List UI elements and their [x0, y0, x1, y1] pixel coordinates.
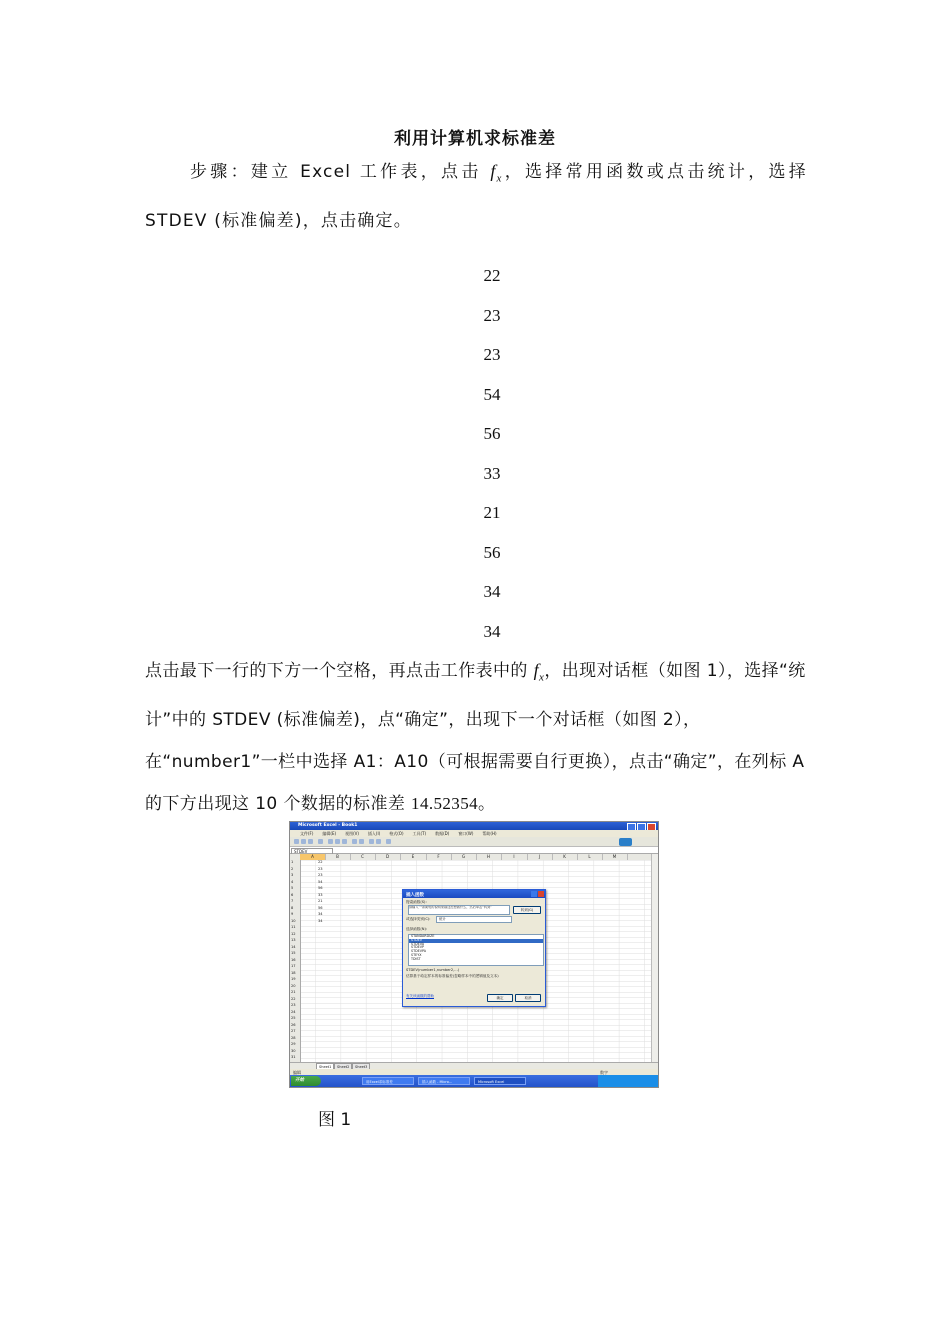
- row-header[interactable]: 13: [291, 938, 296, 942]
- menu-window[interactable]: 窗口(W): [458, 830, 474, 836]
- close-icon[interactable]: [538, 891, 544, 897]
- instruction-text-b: ，出现对话框（如图 1），选择“统计”中的 STDEV (标准偏差)，点“确定”，出现下一个对话框（如图 2），在“number1”一栏中选择 A1：A10（可根据需要自行更换），点击“确定”，在列标 A 的下方出现这 10 个数据的标准差: [145, 661, 806, 814]
- search-label: 搜索函数(S):: [406, 900, 427, 904]
- row-header[interactable]: 8: [291, 905, 294, 910]
- column-header[interactable]: A: [300, 854, 326, 860]
- column-header[interactable]: D: [375, 854, 401, 860]
- row-header[interactable]: 12: [291, 931, 296, 936]
- cut-icon[interactable]: [328, 839, 333, 844]
- row-header[interactable]: 2: [291, 866, 294, 871]
- excel-screenshot: [289, 821, 659, 1088]
- sheet-tab-3[interactable]: Sheet3: [352, 1063, 370, 1071]
- number-7: 21: [483, 503, 501, 522]
- window-title: Microsoft Excel - Book1: [298, 823, 358, 828]
- column-header[interactable]: I: [501, 854, 528, 860]
- row-header[interactable]: 17: [291, 964, 296, 968]
- row-header[interactable]: 6: [291, 892, 294, 897]
- cell-a10[interactable]: 34: [318, 918, 323, 923]
- taskbar-item[interactable]: Microsoft Excel: [474, 1077, 526, 1085]
- row-header[interactable]: 24: [291, 1009, 296, 1014]
- sort-icon[interactable]: [376, 839, 381, 844]
- system-tray: [598, 1075, 658, 1087]
- fx-symbol: $f_x$: [490, 161, 503, 185]
- row-header[interactable]: 1: [291, 860, 294, 864]
- instruction-text-a: 点击最下一行的下方一个空格，再点击工作表中的: [145, 661, 534, 681]
- excel-titlebar: [290, 822, 658, 830]
- row-header[interactable]: 26: [291, 1022, 296, 1027]
- list-item[interactable]: STDEVA: [411, 941, 425, 946]
- column-header[interactable]: G: [451, 854, 477, 860]
- instruction-paragraph: 点击最下一行的下方一个空格，再点击工作表中的 $f_x$，出现对话框（如图 1），选择“统计”中的 STDEV (标准偏差)，点“确定”，出现下一个对话框（如图 2），在“number1”一栏中选择 A1：A10（可根据需要自行更换），点击“确定”，在列标 A 的下方出现这 10 个数据的标准差 14.52354。: [145, 660, 806, 814]
- column-header[interactable]: H: [476, 854, 502, 860]
- save-icon[interactable]: [308, 839, 313, 844]
- search-input[interactable]: 请输入一条简短的说明来描述您想做什么，然后单击“转到”: [408, 905, 510, 915]
- cell-a9[interactable]: 34: [318, 912, 323, 916]
- paste-icon[interactable]: [342, 839, 347, 844]
- cell-a2[interactable]: 23: [318, 866, 323, 871]
- number-3: 23: [483, 345, 501, 364]
- go-button[interactable]: 转到(G): [513, 906, 541, 914]
- start-button[interactable]: 开始: [291, 1076, 321, 1086]
- number-9: 34: [483, 582, 501, 601]
- number-10: 34: [483, 622, 501, 641]
- row-header[interactable]: 9: [291, 912, 294, 916]
- cancel-button[interactable]: 取消: [515, 994, 541, 1002]
- menu-insert[interactable]: 插入(I): [367, 830, 381, 836]
- row-header[interactable]: 31: [291, 1055, 296, 1059]
- taskbar-item[interactable]: 插入函数 - Micro...: [418, 1077, 470, 1085]
- insert-function-dialog: [402, 889, 546, 1007]
- list-item[interactable]: STDEVP: [411, 945, 424, 950]
- undo-icon[interactable]: [352, 839, 357, 844]
- row-header[interactable]: 19: [291, 977, 296, 981]
- category-label: 或选择类别(C):: [406, 917, 431, 921]
- list-item[interactable]: STEYX: [411, 952, 422, 957]
- row-header[interactable]: 30: [291, 1048, 296, 1053]
- status-format: 数字: [600, 1070, 608, 1075]
- toolbar: [290, 837, 658, 847]
- step-paragraph: [145, 150, 807, 242]
- name-box[interactable]: STDEV: [291, 848, 333, 855]
- column-header[interactable]: B: [325, 854, 351, 860]
- print-icon[interactable]: [318, 839, 323, 844]
- row-header[interactable]: 16: [291, 957, 296, 962]
- number-5: 56: [483, 424, 501, 443]
- dialog-titlebar: [403, 890, 545, 898]
- menu-help[interactable]: 帮助(H): [482, 830, 497, 836]
- menu-data[interactable]: 数据(D): [435, 830, 450, 836]
- menu-edit[interactable]: 编辑(E): [322, 830, 337, 836]
- menu-bar: [290, 830, 658, 837]
- column-header[interactable]: F: [426, 854, 452, 860]
- row-header[interactable]: 28: [291, 1035, 296, 1040]
- column-header[interactable]: C: [350, 854, 376, 860]
- sheet-tab-2[interactable]: Sheet2: [334, 1063, 352, 1071]
- cell-a3[interactable]: 23: [318, 873, 323, 877]
- document-title: 利用计算机求标准差: [394, 129, 556, 149]
- cell-a5[interactable]: 56: [318, 886, 323, 890]
- row-header[interactable]: 20: [291, 983, 296, 988]
- help-link[interactable]: 有关该函数的帮助: [406, 994, 434, 998]
- function-list[interactable]: [408, 934, 544, 966]
- redo-icon[interactable]: [359, 839, 364, 844]
- cell-a6[interactable]: 33: [318, 892, 323, 897]
- row-header[interactable]: 27: [291, 1029, 296, 1033]
- list-item-selected[interactable]: STDEV: [409, 939, 543, 943]
- dialog-title: 插入函数: [406, 892, 424, 898]
- row-headers: [290, 860, 301, 1062]
- result-value: 14.52354: [411, 793, 478, 813]
- sheet-tab-1[interactable]: Sheet1: [316, 1063, 334, 1071]
- copy-icon[interactable]: [335, 839, 340, 844]
- column-header[interactable]: E: [400, 854, 427, 860]
- row-header[interactable]: 11: [291, 925, 296, 929]
- step-text-b: ，选择常用函数或点击统计，选择 STDEV (标准偏差)，点击确定。: [145, 162, 807, 231]
- row-header[interactable]: 23: [291, 1003, 296, 1007]
- chart-icon[interactable]: [386, 839, 391, 844]
- list-item[interactable]: STDEVPA: [411, 949, 427, 954]
- column-header[interactable]: L: [577, 854, 603, 860]
- ok-button[interactable]: 确定: [487, 994, 513, 1002]
- column-header[interactable]: K: [552, 854, 578, 860]
- status-mode: 编辑: [293, 1070, 301, 1075]
- row-header[interactable]: 3: [291, 873, 294, 877]
- step-text-a: 步骤：建立 Excel 工作表，点击: [190, 162, 491, 182]
- number-2: 23: [483, 306, 501, 325]
- function-syntax: STDEV(number1,number2,...): [406, 968, 460, 972]
- row-header[interactable]: 7: [291, 899, 294, 903]
- new-icon[interactable]: [294, 839, 299, 844]
- row-header[interactable]: 29: [291, 1042, 296, 1046]
- row-header[interactable]: 25: [291, 1016, 296, 1020]
- function-description: 估算基于给定样本的标准偏差(忽略样本中的逻辑值及文本): [406, 974, 499, 978]
- category-select[interactable]: 统计: [436, 916, 512, 923]
- row-header[interactable]: 5: [291, 886, 294, 890]
- list-item[interactable]: STANDARDIZE: [411, 934, 435, 938]
- row-header[interactable]: 21: [291, 990, 296, 994]
- column-header[interactable]: M: [602, 854, 628, 860]
- cell-a7[interactable]: 21: [318, 899, 323, 903]
- function-list-label: 选择函数(N):: [406, 927, 428, 931]
- open-icon[interactable]: [301, 839, 306, 844]
- number-4: 54: [483, 385, 501, 404]
- row-header[interactable]: 15: [291, 951, 296, 955]
- taskbar: [290, 1075, 658, 1087]
- taskbar-item[interactable]: 用Excel求标准差: [362, 1077, 414, 1085]
- cell-a8[interactable]: 56: [318, 905, 323, 910]
- number-8: 56: [483, 543, 501, 562]
- row-header[interactable]: 10: [291, 918, 296, 923]
- menu-tools[interactable]: 工具(T): [412, 830, 427, 836]
- number-6: 33: [483, 464, 501, 483]
- cell-a1[interactable]: 22: [318, 860, 323, 864]
- figure-caption: 图 1: [318, 1110, 352, 1130]
- fx-symbol: $f_x$: [533, 660, 545, 684]
- help-icon[interactable]: [531, 891, 537, 897]
- column-header[interactable]: J: [527, 854, 553, 860]
- vertical-scrollbar[interactable]: [651, 854, 658, 1064]
- row-header[interactable]: 14: [291, 944, 296, 949]
- menu-view[interactable]: 视图(V): [345, 830, 359, 836]
- menu-file[interactable]: 文件(F): [300, 830, 314, 836]
- app-logo-icon: [619, 838, 632, 846]
- sum-icon[interactable]: [369, 839, 374, 844]
- row-header[interactable]: 22: [291, 996, 296, 1001]
- number-1: 22: [483, 266, 501, 285]
- row-header[interactable]: 4: [291, 879, 294, 884]
- menu-format[interactable]: 格式(O): [389, 830, 404, 836]
- formula-bar: [290, 847, 658, 854]
- list-item[interactable]: TDIST: [411, 956, 421, 961]
- cell-a4[interactable]: 54: [318, 879, 323, 884]
- row-header[interactable]: 18: [291, 970, 296, 975]
